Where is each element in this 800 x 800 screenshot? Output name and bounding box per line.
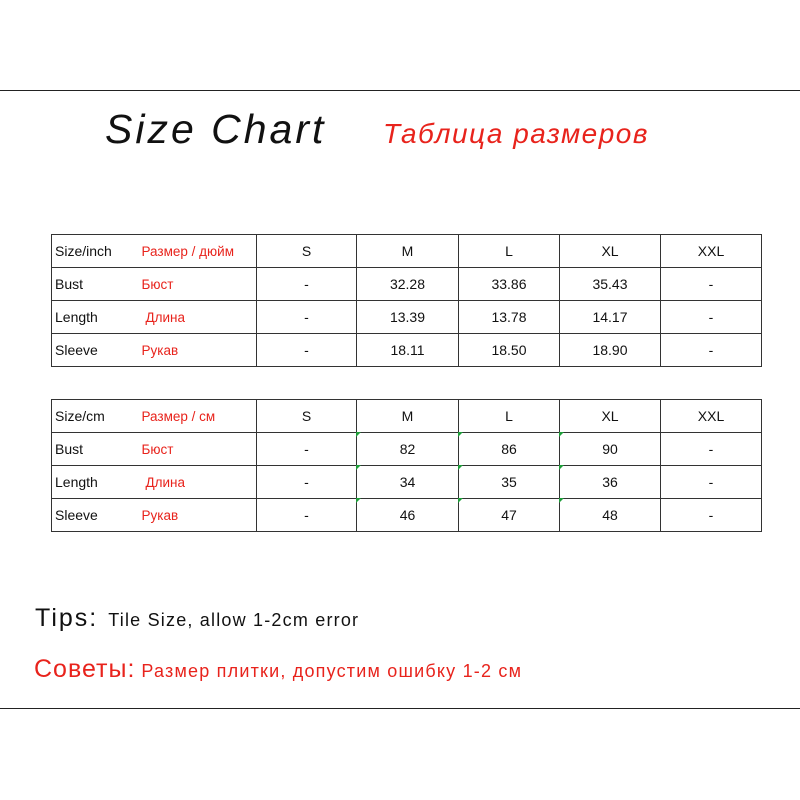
cell-marker [356, 465, 361, 470]
cell-value [357, 499, 459, 532]
cell-value [560, 499, 661, 532]
cell-value: - [661, 466, 762, 499]
size-l-header: L [459, 400, 560, 433]
size-s-header: S [257, 235, 357, 268]
size-m-header: M [357, 400, 459, 433]
header-label-russian: Размер / см [132, 400, 257, 433]
size-s-header: S [257, 400, 357, 433]
cell-value: 18.90 [560, 334, 661, 367]
cell-value: - [257, 301, 357, 334]
tips-label: Tips: [35, 604, 99, 632]
cell-text: 86 [501, 441, 517, 457]
top-divider [0, 90, 800, 91]
row-label-russian: Длина [132, 466, 257, 499]
cell-marker [458, 465, 463, 470]
size-table-inches [51, 234, 762, 367]
cell-value: 18.50 [459, 334, 560, 367]
row-label: Sleeve [52, 334, 132, 367]
cell-value [459, 433, 560, 466]
cell-marker [458, 498, 463, 503]
row-label: Bust [52, 433, 132, 466]
cell-value [357, 433, 459, 466]
cell-text: 34 [399, 474, 416, 490]
cell-value: - [661, 499, 762, 532]
cell-marker [458, 432, 463, 437]
header-label: Size/cm [52, 400, 132, 433]
size-m-header: M [357, 235, 459, 268]
cell-marker [559, 465, 564, 470]
table-row-length [52, 301, 762, 334]
cell-text: 35 [501, 474, 517, 490]
cell-value: - [257, 433, 357, 466]
size-l-header: L [459, 235, 560, 268]
table-row-length [52, 466, 762, 499]
cell-text: 48 [602, 507, 618, 523]
row-label: Length [52, 466, 132, 499]
cell-value [459, 499, 560, 532]
table-row-bust [52, 433, 762, 466]
cell-text: 82 [399, 441, 416, 457]
cell-value: - [257, 466, 357, 499]
table-row-sleeve [52, 499, 762, 532]
table-row-sleeve [52, 334, 762, 367]
cell-text: 47 [501, 507, 517, 523]
tips-note-russian [34, 655, 522, 684]
cell-value [459, 466, 560, 499]
size-xl-header: XL [560, 235, 661, 268]
row-label-russian: Бюст [132, 268, 257, 301]
cell-marker [356, 498, 361, 503]
cell-value: - [257, 499, 357, 532]
row-label-russian: Рукав [132, 334, 257, 367]
size-xxl-header: XXL [661, 235, 762, 268]
cell-value: 13.78 [459, 301, 560, 334]
row-label-russian: Рукав [132, 499, 257, 532]
cell-value [560, 466, 661, 499]
tips-label-russian: Советы: [34, 655, 136, 683]
row-label-russian: Длина [132, 301, 257, 334]
row-label: Bust [52, 268, 132, 301]
page-header [0, 104, 800, 160]
cell-value: - [257, 334, 357, 367]
tips-note [35, 604, 359, 633]
row-label: Sleeve [52, 499, 132, 532]
cell-value: 14.17 [560, 301, 661, 334]
size-table-centimeters [51, 399, 762, 532]
cell-value [357, 466, 459, 499]
cell-value: - [661, 268, 762, 301]
header-label-russian: Размер / дюйм [132, 235, 257, 268]
cell-text: 46 [399, 507, 416, 523]
cell-text: 90 [602, 441, 618, 457]
cell-value: 18.11 [357, 334, 459, 367]
cell-text: 36 [602, 474, 618, 490]
cell-marker [559, 498, 564, 503]
cell-value: 33.86 [459, 268, 560, 301]
table-header-row [52, 400, 762, 433]
cell-value: - [661, 334, 762, 367]
bottom-divider [0, 708, 800, 709]
table-row-bust [52, 268, 762, 301]
cell-value: - [661, 433, 762, 466]
cell-value: 13.39 [357, 301, 459, 334]
tips-text-russian: Размер плитки, допустим ошибку 1-2 см [141, 661, 523, 681]
table-header-row [52, 235, 762, 268]
header-label: Size/inch [52, 235, 132, 268]
size-xl-header: XL [560, 400, 661, 433]
cell-value: 32.28 [357, 268, 459, 301]
cell-marker [356, 432, 361, 437]
tips-text: Tile Size, allow 1-2cm error [108, 610, 360, 630]
page-title: Size Chart [105, 106, 327, 152]
size-xxl-header: XXL [661, 400, 762, 433]
row-label: Length [52, 301, 132, 334]
cell-value: 35.43 [560, 268, 661, 301]
page-title-russian: Таблица размеров [383, 118, 649, 149]
cell-value: - [257, 268, 357, 301]
cell-marker [559, 432, 564, 437]
row-label-russian: Бюст [132, 433, 257, 466]
cell-value [560, 433, 661, 466]
cell-value: - [661, 301, 762, 334]
